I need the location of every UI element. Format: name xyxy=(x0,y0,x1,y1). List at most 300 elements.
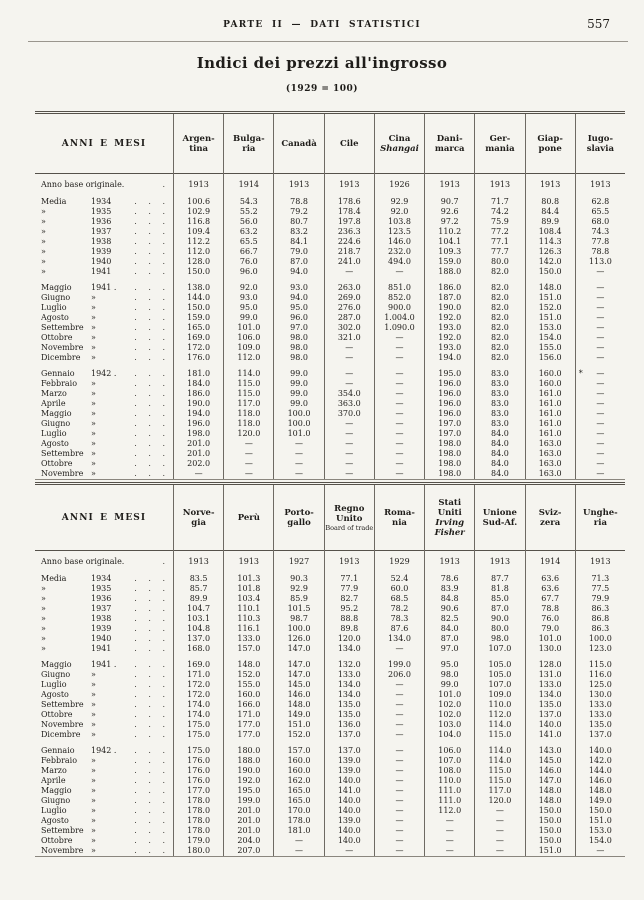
index-value-cell: 149.0 xyxy=(588,796,612,805)
row-label-name: Febbraio xyxy=(41,756,78,765)
index-value-cell: 163.0 xyxy=(538,459,562,468)
row-label-year: 1935 xyxy=(91,207,112,216)
index-value-cell: — xyxy=(596,379,605,388)
row-label-name: » xyxy=(41,247,46,256)
row-label-year: » xyxy=(91,786,96,795)
index-value-cell: 60.0 xyxy=(390,584,409,593)
dots-leader: . . . xyxy=(134,776,165,785)
index-value-cell: 74.3 xyxy=(591,227,610,236)
index-value-cell: 241.0 xyxy=(337,257,361,266)
index-value-cell: 56.0 xyxy=(239,217,258,226)
base-year-cell: 1913 xyxy=(339,180,360,189)
index-value-cell: 137.0 xyxy=(538,710,562,719)
row-label xyxy=(35,429,173,439)
row-label-year: 1934 xyxy=(91,574,112,583)
index-value-cell: 198.0 xyxy=(438,459,462,468)
index-value-cell: 118.0 xyxy=(237,419,261,428)
index-value-cell: 83.5 xyxy=(189,574,208,583)
index-value-cell: 112.0 xyxy=(237,353,261,362)
index-value-cell: 148.0 xyxy=(538,786,562,795)
index-value-cell: 78.8 xyxy=(591,247,610,256)
index-value-cell: 85.7 xyxy=(189,584,208,593)
country-column xyxy=(374,485,424,856)
index-value-cell: — xyxy=(295,846,304,855)
row-label-name: Giugno xyxy=(41,796,71,805)
index-value-cell: 178.0 xyxy=(187,806,211,815)
index-value-cell: — xyxy=(495,816,504,825)
index-value-cell: — xyxy=(345,449,354,458)
row-label-name: » xyxy=(41,257,46,266)
index-value-cell: 94.0 xyxy=(290,293,308,302)
index-value-cell: 80.8 xyxy=(541,197,560,206)
index-value-cell: — xyxy=(345,439,354,448)
dots-leader: . . . xyxy=(134,836,165,845)
row-label-name: » xyxy=(41,644,46,653)
row-label xyxy=(35,409,173,419)
index-value-cell: 149.0 xyxy=(287,710,311,719)
index-value-cell: — xyxy=(395,449,404,458)
base-year-cell: 1913 xyxy=(288,180,310,189)
index-value-cell: 126.0 xyxy=(287,634,311,643)
index-value-cell: 84.0 xyxy=(491,459,509,468)
index-value-cell: 147.0 xyxy=(287,670,311,679)
index-value-cell: — xyxy=(495,806,504,815)
row-label-year: » xyxy=(91,429,96,438)
country-column-header xyxy=(425,485,474,551)
row-label-year: » xyxy=(91,796,96,805)
index-value-cell: — xyxy=(596,267,605,276)
index-value-cell: 74.2 xyxy=(491,207,509,216)
index-value-cell: 115.0 xyxy=(588,660,612,669)
index-value-cell: 133.0 xyxy=(538,680,562,689)
index-value-cell: 181.0 xyxy=(287,826,311,835)
column-header-line: ria xyxy=(242,143,256,154)
row-label-name: Media xyxy=(41,574,67,583)
column-header-line: Shangai xyxy=(380,143,419,154)
footnote-mark: * xyxy=(578,369,583,378)
index-value-cell: 125.0 xyxy=(588,680,612,689)
index-value-cell: — xyxy=(395,439,404,448)
country-column xyxy=(424,485,474,856)
row-label-name: Ottobre xyxy=(41,333,73,342)
column-header-line: ria xyxy=(593,517,607,528)
index-value-cell: 116.1 xyxy=(237,624,261,633)
column-header-line: Fisher xyxy=(434,527,465,538)
index-value-cell: 80.0 xyxy=(491,624,509,633)
index-value-cell: 101.3 xyxy=(237,574,261,583)
row-label xyxy=(35,786,173,796)
index-value-cell: 114.3 xyxy=(538,237,562,246)
country-column xyxy=(575,114,625,479)
index-value-cell: 150.0 xyxy=(538,836,562,845)
row-label xyxy=(35,293,173,303)
index-value-cell: 102.0 xyxy=(438,700,462,709)
index-value-cell: 107.0 xyxy=(488,680,512,689)
index-value-cell: 84.1 xyxy=(290,237,308,246)
dots-leader: . . . xyxy=(134,614,165,623)
index-value-cell: 175.0 xyxy=(187,730,211,739)
index-value-cell: 92.0 xyxy=(390,207,409,216)
country-column xyxy=(223,114,273,479)
index-value-cell: 82.0 xyxy=(491,323,509,332)
row-label xyxy=(35,333,173,343)
index-value-cell: 100.0 xyxy=(287,409,311,418)
row-label xyxy=(35,756,173,766)
index-value-cell: 187.0 xyxy=(438,293,462,302)
index-value-cell: 82.7 xyxy=(340,594,359,603)
index-value-cell: 82.0 xyxy=(491,283,509,292)
index-value-cell: — xyxy=(495,846,504,855)
row-label xyxy=(35,379,173,389)
index-value-cell: 63.6 xyxy=(541,574,560,583)
index-value-cell: 98.0 xyxy=(491,634,509,643)
index-value-cell: 147.0 xyxy=(287,644,311,653)
index-value-cell: — xyxy=(395,746,404,755)
row-label-year: » xyxy=(91,776,96,785)
index-value-cell: 115.0 xyxy=(488,766,512,775)
index-value-cell: 137.0 xyxy=(588,730,612,739)
base-year-cell: 1913 xyxy=(590,180,611,189)
index-value-cell: 95.0 xyxy=(440,660,459,669)
index-value-cell: 101.0 xyxy=(538,634,562,643)
index-value-cell: 199.0 xyxy=(388,660,411,669)
row-label-name: Settembre xyxy=(41,700,84,709)
index-value-cell: 55.2 xyxy=(239,207,258,216)
row-label xyxy=(35,766,173,776)
index-value-cell: 236.3 xyxy=(337,227,361,236)
row-label-name: » xyxy=(41,634,46,643)
index-value-cell: 232.0 xyxy=(388,247,411,256)
index-value-cell: 78.8 xyxy=(541,604,560,613)
row-label-name: Gennaio xyxy=(41,369,75,378)
index-value-cell: 80.7 xyxy=(290,217,308,226)
base-year-cell: 1926 xyxy=(389,180,410,189)
index-value-cell: 145.0 xyxy=(538,756,562,765)
index-value-cell: 197.0 xyxy=(438,429,462,438)
index-value-cell: 99.0 xyxy=(290,369,308,378)
column-header-line: gallo xyxy=(287,517,311,528)
base-year-cell: 1913 xyxy=(188,557,209,566)
row-label-year: 1936 xyxy=(91,217,112,226)
row-label-name: Giugno xyxy=(41,419,71,428)
dots-leader: . . . xyxy=(134,409,165,418)
index-value-cell: 176.0 xyxy=(187,766,211,775)
index-value-cell: 201.0 xyxy=(237,816,261,825)
row-label-name: Ottobre xyxy=(41,836,73,845)
index-value-cell: 159.0 xyxy=(187,313,211,322)
index-value-cell: 163.0 xyxy=(538,449,562,458)
index-value-cell: 100.6 xyxy=(187,197,211,206)
index-value-cell: 103.8 xyxy=(388,217,411,226)
dots-leader: . . . xyxy=(134,469,165,478)
index-value-cell: 99.0 xyxy=(239,313,258,322)
index-value-cell: 99.0 xyxy=(440,680,459,689)
country-column xyxy=(525,485,575,856)
row-label-name: » xyxy=(41,584,46,593)
row-label xyxy=(35,247,173,257)
row-label-year: 1941 xyxy=(91,267,112,276)
index-value-cell: 141.0 xyxy=(337,786,361,795)
row-label xyxy=(35,776,173,786)
country-column-header xyxy=(174,485,223,551)
index-value-cell: 131.0 xyxy=(538,670,562,679)
index-value-cell: — xyxy=(445,836,454,845)
row-label-name: Marzo xyxy=(41,766,67,775)
index-value-cell: 65.5 xyxy=(239,237,258,246)
page-title: Indici dei prezzi all'ingrosso xyxy=(196,54,448,72)
index-value-cell: 87.7 xyxy=(491,574,509,583)
column-header-line: Porto- xyxy=(284,507,314,518)
index-value-cell: — xyxy=(596,449,605,458)
index-value-cell: 102.9 xyxy=(187,207,211,216)
index-value-cell: — xyxy=(445,816,454,825)
index-value-cell: 161.0 xyxy=(538,399,562,408)
index-value-cell: 198.0 xyxy=(438,469,462,478)
index-value-cell: 161.0 xyxy=(538,429,562,438)
index-value-cell: 190.0 xyxy=(438,303,462,312)
index-value-cell: 148.0 xyxy=(538,283,562,292)
country-column xyxy=(324,114,374,479)
index-value-cell: 98.0 xyxy=(290,343,308,352)
row-label-year: » xyxy=(91,806,96,815)
index-value-cell: 77.2 xyxy=(491,227,509,236)
row-label xyxy=(35,796,173,806)
dots-leader: . . . xyxy=(134,283,165,292)
index-value-cell: 120.0 xyxy=(237,429,261,438)
index-value-cell: 155.0 xyxy=(237,680,261,689)
row-label xyxy=(35,624,173,634)
row-label-year: 1942 . xyxy=(91,746,117,755)
index-value-cell: 135.0 xyxy=(588,720,612,729)
index-value-cell: 66.7 xyxy=(239,247,258,256)
index-value-cell: — xyxy=(345,459,354,468)
header-rule xyxy=(28,41,628,42)
index-value-cell: 150.0 xyxy=(538,267,562,276)
dots-leader: . . . xyxy=(134,449,165,458)
index-value-cell: 115.0 xyxy=(237,389,261,398)
index-value-cell: 103.4 xyxy=(237,594,261,603)
dots-leader: . . . xyxy=(134,574,165,583)
dots-leader: . . . xyxy=(134,644,165,653)
index-value-cell: 101.5 xyxy=(287,604,311,613)
row-label xyxy=(35,644,173,654)
index-value-cell: 54.3 xyxy=(239,197,258,206)
dots-leader: . . . xyxy=(134,710,165,719)
row-label-name: Novembre xyxy=(41,469,84,478)
row-label-name: » xyxy=(41,614,46,623)
index-value-cell: 150.0 xyxy=(538,806,562,815)
row-label xyxy=(35,846,173,856)
row-label xyxy=(35,836,173,846)
row-label xyxy=(35,399,173,409)
index-value-cell: — xyxy=(345,267,354,276)
row-label-year: » xyxy=(91,826,96,835)
index-value-cell: 78.2 xyxy=(390,604,409,613)
index-value-cell: — xyxy=(395,730,404,739)
index-value-cell: 82.0 xyxy=(491,293,509,302)
index-value-cell: — xyxy=(596,846,605,855)
country-column xyxy=(424,114,474,479)
column-header-line: zera xyxy=(540,517,561,528)
index-value-cell: 192.0 xyxy=(438,313,462,322)
wholesale-price-index-table-1 xyxy=(35,111,625,480)
row-label xyxy=(35,353,173,363)
index-value-cell: 126.3 xyxy=(538,247,562,256)
base-year-cell: 1929 xyxy=(389,557,410,566)
index-value-cell: 106.0 xyxy=(237,333,261,342)
dots-leader: . . . xyxy=(134,207,165,216)
dots-leader: . . . xyxy=(134,293,165,302)
index-value-cell: 150.0 xyxy=(187,267,211,276)
row-label-name: Giugno xyxy=(41,293,71,302)
dots-leader: . . . xyxy=(134,247,165,256)
index-value-cell: 154.0 xyxy=(538,333,562,342)
index-value-cell: 178.4 xyxy=(337,207,361,216)
index-value-cell: 71.7 xyxy=(491,197,509,206)
index-value-cell: 197.8 xyxy=(337,217,361,226)
row-label xyxy=(35,816,173,826)
row-label xyxy=(35,700,173,710)
index-value-cell: 178.0 xyxy=(287,816,311,825)
index-value-cell: 83.9 xyxy=(440,584,459,593)
row-label-year: » xyxy=(91,766,96,775)
index-value-cell: 109.0 xyxy=(237,343,261,352)
row-label-year: » xyxy=(91,680,96,689)
row-label-year: » xyxy=(91,333,96,342)
index-value-cell: 177.0 xyxy=(237,730,261,739)
index-value-cell: 100.0 xyxy=(287,624,311,633)
row-label-year: » xyxy=(91,439,96,448)
index-value-cell: — xyxy=(345,369,354,378)
index-value-cell: 123.0 xyxy=(588,644,612,653)
index-value-cell: — xyxy=(395,343,404,352)
column-header-line: Uniti xyxy=(437,507,462,518)
index-value-cell: 169.0 xyxy=(187,333,211,342)
index-value-cell: 140.0 xyxy=(588,746,612,755)
row-label-name: Luglio xyxy=(41,429,67,438)
column-header-line: nia xyxy=(392,517,407,528)
dots-leader: . . . xyxy=(134,419,165,428)
index-value-cell: 82.5 xyxy=(440,614,459,623)
index-value-cell: 166.0 xyxy=(237,700,261,709)
index-value-cell: 180.0 xyxy=(187,846,211,855)
index-value-cell: 147.0 xyxy=(287,660,311,669)
row-label xyxy=(35,746,173,756)
index-value-cell: 97.2 xyxy=(440,217,459,226)
index-value-cell: 93.0 xyxy=(290,283,308,292)
dots-leader: . . . xyxy=(134,746,165,755)
country-column xyxy=(173,485,223,856)
dots-leader: . . . xyxy=(134,700,165,709)
row-label-year: 1939 xyxy=(91,247,112,256)
index-value-cell: 99.0 xyxy=(290,379,308,388)
index-value-cell: 82.0 xyxy=(491,313,509,322)
index-value-cell: 165.0 xyxy=(287,786,311,795)
index-value-cell: 141.0 xyxy=(538,730,562,739)
row-label-year: » xyxy=(91,690,96,699)
index-value-cell: 192.0 xyxy=(438,333,462,342)
column-header-line: Roma- xyxy=(384,507,415,518)
base-year-cell: 1914 xyxy=(238,180,259,189)
index-value-cell: — xyxy=(596,293,605,302)
index-value-cell: — xyxy=(395,846,404,855)
index-value-cell: 110.3 xyxy=(237,614,261,623)
column-header-line: Ger- xyxy=(489,133,511,144)
row-label-name: » xyxy=(41,237,46,246)
index-value-cell: 269.0 xyxy=(337,293,361,302)
index-value-cell: — xyxy=(445,826,454,835)
dots-leader: . . . xyxy=(134,197,165,206)
column-header-line: Cina xyxy=(388,133,411,144)
index-value-cell: — xyxy=(395,333,404,342)
row-label xyxy=(35,449,173,459)
index-value-cell: 178.6 xyxy=(337,197,361,206)
index-value-cell: 163.0 xyxy=(538,469,562,478)
index-value-cell: 175.0 xyxy=(187,746,211,755)
index-value-cell: — xyxy=(244,439,253,448)
index-value-cell: — xyxy=(244,459,253,468)
index-value-cell: 171.0 xyxy=(187,670,211,679)
dots-leader: . . . xyxy=(134,257,165,266)
row-label-year: » xyxy=(91,419,96,428)
country-column xyxy=(223,485,273,856)
country-column-header xyxy=(526,114,575,174)
index-value-cell: — xyxy=(395,429,404,438)
index-value-cell: 79.2 xyxy=(290,207,308,216)
dots-leader: . . . xyxy=(134,353,165,362)
index-value-cell: 62.8 xyxy=(591,197,610,206)
base-year-cell: 1913 xyxy=(439,180,460,189)
index-value-cell: 82.0 xyxy=(491,353,509,362)
index-value-cell: — xyxy=(345,379,354,388)
index-value-cell: 186.0 xyxy=(187,389,211,398)
row-label-name: Maggio xyxy=(41,786,72,795)
row-label-name: Dicembre xyxy=(41,353,81,362)
index-value-cell: 363.0 xyxy=(337,399,361,408)
index-value-cell: 139.0 xyxy=(337,816,361,825)
index-value-cell: 218.7 xyxy=(337,247,361,256)
index-value-cell: 83.0 xyxy=(491,389,509,398)
row-label-name: Luglio xyxy=(41,303,67,312)
index-value-cell: 206.0 xyxy=(388,670,411,679)
row-label xyxy=(35,594,173,604)
index-value-cell: 97.0 xyxy=(290,323,308,332)
index-value-cell: — xyxy=(395,369,404,378)
index-value-cell: 175.0 xyxy=(187,720,211,729)
row-label-name: Agosto xyxy=(41,816,69,825)
row-label-year: » xyxy=(91,323,96,332)
index-value-cell: — xyxy=(596,353,605,362)
index-value-cell: 176.0 xyxy=(187,776,211,785)
country-column-header xyxy=(325,485,374,551)
index-value-cell: 89.9 xyxy=(189,594,208,603)
column-header-anni-e-mesi: ANNI E MESI xyxy=(35,485,173,551)
dots-leader: . . . xyxy=(134,227,165,236)
row-label xyxy=(35,730,173,740)
index-value-cell: 160.0 xyxy=(287,756,311,765)
index-value-cell: 150.0 xyxy=(588,806,612,815)
index-value-cell: 95.2 xyxy=(340,604,359,613)
country-column-header xyxy=(576,114,625,174)
column-header-line: Cile xyxy=(339,138,359,149)
column-header-line: Unito xyxy=(336,513,363,524)
index-value-cell: 113.0 xyxy=(588,257,612,266)
index-value-cell: 78.3 xyxy=(390,614,409,623)
index-value-cell: 165.0 xyxy=(187,323,211,332)
column-header-line: Irving xyxy=(435,517,465,528)
index-value-cell: 177.0 xyxy=(187,786,211,795)
index-value-cell: 77.9 xyxy=(340,584,359,593)
